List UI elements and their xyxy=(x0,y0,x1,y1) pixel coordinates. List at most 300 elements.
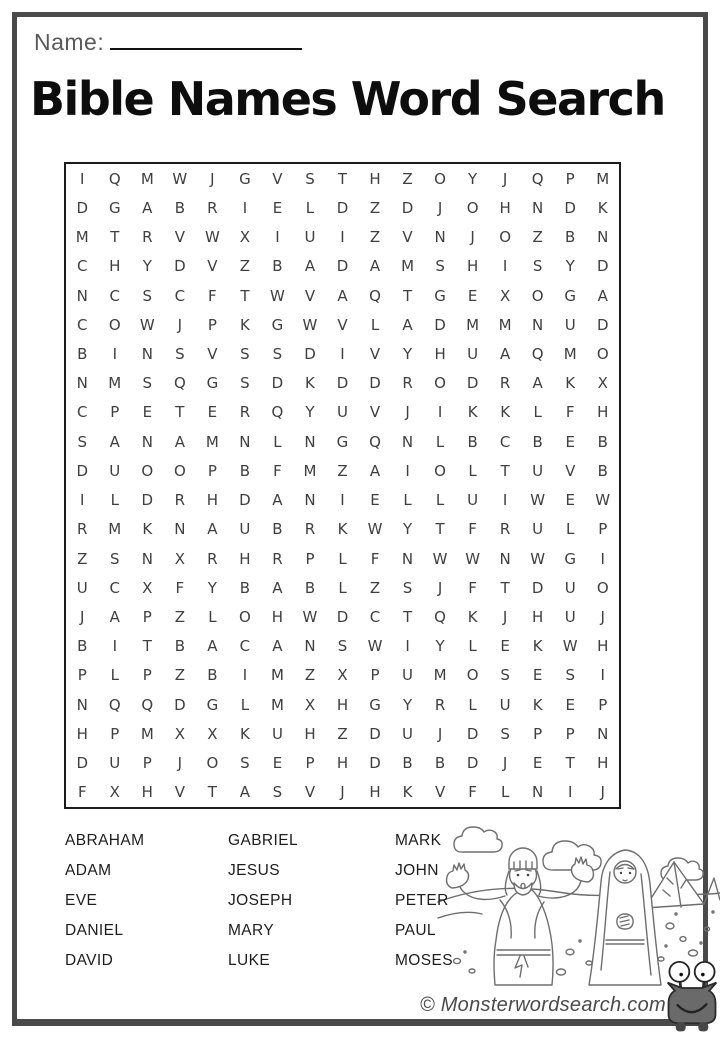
grid-letter: P xyxy=(207,315,217,334)
grid-letter: W xyxy=(432,549,448,568)
word-item: LUKE xyxy=(228,952,271,969)
grid-letter: V xyxy=(272,169,283,188)
grid-letter: U xyxy=(402,724,414,743)
grid-letter: X xyxy=(597,374,608,393)
grid-letter: O xyxy=(434,461,446,480)
grid-letter: V xyxy=(207,257,218,276)
grid-letter: Q xyxy=(369,432,381,451)
grid-letter: P xyxy=(207,461,217,480)
word-item: DANIEL xyxy=(65,922,124,939)
grid-letter: N xyxy=(401,432,414,451)
grid-letter: H xyxy=(141,783,153,802)
grid-letter: U xyxy=(564,315,576,334)
grid-letter: F xyxy=(468,578,477,597)
grid-letter: L xyxy=(468,695,477,714)
grid-letter: V xyxy=(304,286,316,305)
grid-letter: N xyxy=(304,432,316,451)
grid-letter: H xyxy=(597,754,609,773)
grid-letter: M xyxy=(498,315,512,334)
grid-letter: D xyxy=(304,344,316,363)
word-list-column-3 xyxy=(395,826,453,976)
grid-letter: E xyxy=(272,754,283,773)
grid-letter: E xyxy=(142,403,153,422)
grid-letter: Y xyxy=(468,169,478,188)
grid-letter: K xyxy=(597,198,608,217)
grid-letter: P xyxy=(77,666,87,685)
grid-letter: W xyxy=(367,520,383,539)
grid-letter: E xyxy=(370,491,380,510)
grid-letter: A xyxy=(239,783,251,802)
grid-letter: Y xyxy=(142,257,152,276)
grid-letter: H xyxy=(532,608,544,627)
grid-letter: L xyxy=(403,491,412,510)
grid-letter: D xyxy=(336,374,349,393)
grid-letter: L xyxy=(468,637,477,656)
grid-letter: S xyxy=(175,344,185,363)
grid-letter: W xyxy=(139,315,155,334)
grid-letter: S xyxy=(305,169,315,188)
grid-letter: Z xyxy=(337,724,348,743)
grid-letter: G xyxy=(239,169,251,188)
grid-letter: W xyxy=(530,549,546,568)
grid-letter: S xyxy=(532,257,543,276)
word-item: GABRIEL xyxy=(228,832,298,849)
grid-letter: N xyxy=(532,783,544,802)
word-item: JOSEPH xyxy=(228,892,293,909)
grid-letter: L xyxy=(208,608,217,627)
grid-letter: S xyxy=(240,754,250,773)
grid-letter: F xyxy=(208,286,217,305)
name-label-row xyxy=(34,28,302,56)
grid-letter: R xyxy=(207,549,218,568)
grid-letter: J xyxy=(600,783,605,802)
grid-letter: A xyxy=(337,286,348,305)
grid-letter: Y xyxy=(402,695,413,714)
grid-letter: T xyxy=(435,520,445,539)
grid-letter: T xyxy=(207,783,217,802)
grid-letter: E xyxy=(532,666,543,685)
grid-letter: F xyxy=(77,783,87,802)
grid-letter: B xyxy=(77,637,88,656)
grid-letter: W xyxy=(367,637,383,656)
grid-letter: Y xyxy=(305,403,315,422)
grid-letter: L xyxy=(435,432,445,451)
word-item: MARK xyxy=(395,832,442,849)
grid-letter: D xyxy=(336,257,349,276)
grid-letter: K xyxy=(239,724,250,743)
grid-letter: X xyxy=(239,228,251,247)
grid-letter: L xyxy=(566,520,575,539)
grid-letter: D xyxy=(141,491,154,510)
grid-letter: R xyxy=(499,520,511,539)
grid-letter: N xyxy=(304,637,316,656)
grid-letter: I xyxy=(340,228,345,247)
grid-letter: N xyxy=(304,491,316,510)
grid-letter: Y xyxy=(435,637,445,656)
grid-letter: S xyxy=(77,432,88,451)
grid-letter: S xyxy=(272,344,283,363)
grid-letter: N xyxy=(76,695,88,714)
grid-letter: J xyxy=(600,608,605,627)
grid-letter: T xyxy=(402,608,413,627)
name-blank-line xyxy=(110,28,302,50)
grid-letter: H xyxy=(336,754,349,773)
grid-letter: I xyxy=(112,637,117,656)
grid-letter: V xyxy=(369,344,381,363)
grid-letter: E xyxy=(565,432,575,451)
grid-letter: U xyxy=(402,666,414,685)
grid-letter: G xyxy=(564,549,577,568)
grid-letter: M xyxy=(270,666,284,685)
grid-letter: E xyxy=(565,491,575,510)
grid-letter: Q xyxy=(434,608,446,627)
grid-letter: U xyxy=(337,403,348,422)
grid-letter: W xyxy=(562,637,578,656)
grid-letter: U xyxy=(109,461,121,480)
grid-letter: V xyxy=(304,783,316,802)
grid-letter: D xyxy=(596,315,609,334)
grid-letter: J xyxy=(340,783,345,802)
grid-letter: Z xyxy=(337,461,348,480)
grid-letter: S xyxy=(565,666,575,685)
grid-letter: P xyxy=(598,520,608,539)
grid-letter: X xyxy=(142,578,153,597)
grid-letter: Z xyxy=(239,257,251,276)
grid-letter: N xyxy=(141,344,153,363)
grid-letter: O xyxy=(434,374,446,393)
grid-letter: W xyxy=(530,491,546,510)
grid-letter: N xyxy=(401,549,414,568)
grid-letter: A xyxy=(369,461,381,480)
grid-letter: M xyxy=(108,374,122,393)
word-item: MARY xyxy=(228,922,275,939)
grid-letter: O xyxy=(141,461,154,480)
grid-letter: L xyxy=(370,315,380,334)
grid-letter: R xyxy=(174,491,186,510)
grid-letter: R xyxy=(142,228,153,247)
page-title: Bible Names Word Search xyxy=(30,72,665,126)
word-item: MOSES xyxy=(395,952,453,969)
grid-letter: A xyxy=(272,637,283,656)
grid-letter: P xyxy=(305,549,315,568)
monster-mascot-icon xyxy=(664,956,720,1040)
grid-letter: S xyxy=(110,549,120,568)
grid-letter: O xyxy=(466,198,479,217)
grid-letter: P xyxy=(110,724,120,743)
grid-letter: P xyxy=(305,754,315,773)
grid-letter: D xyxy=(271,374,284,393)
grid-letter: Z xyxy=(369,228,381,247)
grid-letter: G xyxy=(271,315,284,334)
grid-letter: M xyxy=(205,432,219,451)
grid-letter: B xyxy=(77,344,88,363)
grid-letter: V xyxy=(434,783,446,802)
grid-letter: I xyxy=(275,228,280,247)
grid-letter: X xyxy=(304,695,316,714)
grid-letter: Z xyxy=(304,666,316,685)
grid-letter: A xyxy=(109,608,120,627)
grid-letter: Q xyxy=(271,403,284,422)
grid-letter: X xyxy=(337,666,348,685)
grid-letter: P xyxy=(565,169,575,188)
grid-letter: X xyxy=(109,783,120,802)
letter-grid xyxy=(64,162,621,809)
grid-letter: A xyxy=(402,315,413,334)
grid-letter: A xyxy=(142,198,153,217)
grid-letter: Z xyxy=(532,228,543,247)
grid-letter: O xyxy=(206,754,219,773)
grid-letter: O xyxy=(531,286,544,305)
grid-letter: U xyxy=(239,520,251,539)
grid-letter: P xyxy=(533,724,543,743)
woman-figure xyxy=(589,850,661,985)
grid-letter: O xyxy=(499,228,512,247)
grid-letter: D xyxy=(369,754,381,773)
grid-letter: S xyxy=(272,783,283,802)
grid-letter: B xyxy=(174,198,185,217)
grid-letter: F xyxy=(468,783,477,802)
grid-letter: N xyxy=(532,198,544,217)
grid-letter: T xyxy=(402,286,413,305)
grid-letter: V xyxy=(565,461,576,480)
grid-letter: D xyxy=(369,724,381,743)
grid-letter: B xyxy=(565,228,576,247)
grid-letter: M xyxy=(563,344,577,363)
grid-letter: U xyxy=(532,461,544,480)
grid-letter: G xyxy=(206,695,219,714)
grid-letter: D xyxy=(239,491,251,510)
grid-letter: P xyxy=(110,403,120,422)
grid-letter: I xyxy=(437,403,443,422)
grid-letter: M xyxy=(303,461,317,480)
grid-letter: J xyxy=(437,578,443,597)
grid-letter: L xyxy=(273,432,282,451)
grid-letter: B xyxy=(239,461,251,480)
grid-letter: K xyxy=(565,374,576,393)
grid-letter: A xyxy=(597,286,608,305)
grid-letter: R xyxy=(77,520,88,539)
grid-letter: C xyxy=(239,637,251,656)
grid-letter: H xyxy=(76,724,88,743)
grid-letter: N xyxy=(76,374,88,393)
grid-letter: W xyxy=(302,608,318,627)
grid-letter: U xyxy=(76,578,88,597)
word-item: DAVID xyxy=(65,952,114,969)
word-list-column-2 xyxy=(228,826,298,976)
grid-letter: B xyxy=(532,432,543,451)
grid-letter: W xyxy=(595,491,611,510)
grid-letter: B xyxy=(597,461,608,480)
grid-letter: P xyxy=(565,724,575,743)
grid-letter: P xyxy=(370,666,380,685)
grid-letter: O xyxy=(173,461,186,480)
grid-letter: Q xyxy=(531,169,544,188)
grid-letter: M xyxy=(270,695,284,714)
grid-letter: L xyxy=(305,198,315,217)
grid-letter: I xyxy=(340,344,345,363)
grid-letter: B xyxy=(467,432,478,451)
grid-letter: I xyxy=(242,666,248,685)
grid-letter: L xyxy=(338,549,347,568)
grid-letter: Z xyxy=(174,608,185,627)
grid-letter: J xyxy=(437,198,443,217)
grid-letter: R xyxy=(434,695,446,714)
grid-letter: H xyxy=(109,257,121,276)
grid-letter: R xyxy=(207,198,218,217)
grid-letter: O xyxy=(466,666,479,685)
grid-letter: W xyxy=(172,169,188,188)
grid-letter: H xyxy=(466,257,479,276)
grid-letter: B xyxy=(207,666,218,685)
grid-letter: B xyxy=(597,432,608,451)
grid-letter: W xyxy=(270,286,285,305)
grid-letter: M xyxy=(596,169,610,188)
grid-letter: N xyxy=(141,432,153,451)
grid-letter: K xyxy=(337,520,348,539)
grid-letter: B xyxy=(174,637,185,656)
grid-letter: A xyxy=(207,520,218,539)
grid-letter: H xyxy=(304,724,316,743)
grid-letter: Z xyxy=(77,549,88,568)
grid-letter: O xyxy=(596,344,609,363)
grid-letter: J xyxy=(210,169,215,188)
grid-letter: B xyxy=(434,754,446,773)
grid-letter: X xyxy=(174,724,185,743)
grid-letter: T xyxy=(337,169,348,188)
grid-letter: H xyxy=(499,198,511,217)
grid-letter: T xyxy=(565,754,575,773)
grid-letter: H xyxy=(271,608,284,627)
grid-letter: H xyxy=(336,695,349,714)
grid-letter: U xyxy=(532,520,544,539)
grid-letter: H xyxy=(206,491,219,510)
grid-letter: N xyxy=(141,549,153,568)
grid-letter: L xyxy=(240,695,250,714)
grid-letter: N xyxy=(174,520,186,539)
grid-letter: V xyxy=(174,783,185,802)
grid-letter: I xyxy=(242,198,248,217)
grid-letter: J xyxy=(502,169,508,188)
grid-letter: D xyxy=(434,315,446,334)
grid-letter: K xyxy=(532,695,543,714)
grid-letter: H xyxy=(369,169,381,188)
grid-letter: W xyxy=(302,315,318,334)
grid-letter: F xyxy=(370,549,380,568)
grid-letter: D xyxy=(76,198,89,217)
grid-letter: P xyxy=(598,695,608,714)
grid-letter: D xyxy=(596,257,609,276)
grid-letter: L xyxy=(338,578,347,597)
grid-letter: I xyxy=(80,169,85,188)
grid-letter: V xyxy=(207,344,218,363)
grid-letter: D xyxy=(76,461,89,480)
grid-letter: R xyxy=(304,520,316,539)
grid-letter: U xyxy=(271,724,283,743)
grid-letter: C xyxy=(77,257,88,276)
grid-letter: P xyxy=(142,608,152,627)
grid-letter: D xyxy=(466,374,479,393)
grid-letter: N xyxy=(597,724,609,743)
grid-letter: J xyxy=(405,403,410,422)
grid-letter: V xyxy=(174,228,185,247)
grid-letter: O xyxy=(239,608,251,627)
grid-letter: Y xyxy=(402,520,413,539)
grid-letter: L xyxy=(533,403,542,422)
grid-letter: J xyxy=(437,724,443,743)
grid-letter: K xyxy=(500,403,511,422)
word-item: ADAM xyxy=(65,862,112,879)
grid-letter: K xyxy=(305,374,315,393)
word-item: JESUS xyxy=(228,862,280,879)
grid-letter: R xyxy=(239,403,251,422)
grid-letter: K xyxy=(142,520,153,539)
grid-letter: Q xyxy=(173,374,186,393)
grid-letter: Y xyxy=(565,257,575,276)
grid-letter: M xyxy=(433,666,447,685)
grid-letter: L xyxy=(500,783,510,802)
grid-letter: B xyxy=(272,520,283,539)
grid-letter: I xyxy=(502,257,508,276)
grid-letter: R xyxy=(402,374,413,393)
word-list-column-1 xyxy=(65,826,144,976)
grid-letter: X xyxy=(207,724,218,743)
grid-letter: N xyxy=(76,286,88,305)
tent-icon xyxy=(645,862,720,908)
grid-letter: B xyxy=(304,578,316,597)
grid-letter: H xyxy=(434,344,446,363)
grid-letter: W xyxy=(204,228,220,247)
word-item: PETER xyxy=(395,892,449,909)
grid-letter: R xyxy=(499,374,511,393)
grid-letter: S xyxy=(337,637,348,656)
grid-letter: T xyxy=(110,228,120,247)
grid-letter: M xyxy=(140,169,154,188)
grid-letter: D xyxy=(336,198,349,217)
grid-letter: T xyxy=(500,578,510,597)
grid-letter: U xyxy=(467,344,479,363)
grid-letter: G xyxy=(206,374,219,393)
grid-letter: N xyxy=(239,432,251,451)
grid-letter: Y xyxy=(402,344,413,363)
grid-letter: X xyxy=(500,286,511,305)
word-item: JOHN xyxy=(395,862,439,879)
grid-letter: R xyxy=(272,549,283,568)
grid-letter: G xyxy=(434,286,446,305)
grid-letter: U xyxy=(467,491,479,510)
grid-letter: A xyxy=(109,432,120,451)
grid-letter: W xyxy=(465,549,481,568)
grid-letter: S xyxy=(500,724,510,743)
grid-letter: S xyxy=(402,578,413,597)
man-figure xyxy=(447,848,594,985)
grid-letter: M xyxy=(140,724,154,743)
grid-letter: J xyxy=(470,228,475,247)
grid-letter: D xyxy=(336,608,349,627)
grid-letter: S xyxy=(435,257,445,276)
grid-letter: X xyxy=(174,549,185,568)
grid-letter: I xyxy=(405,461,410,480)
grid-letter: D xyxy=(174,257,186,276)
grid-letter: K xyxy=(467,403,478,422)
grid-letter: Q xyxy=(369,286,381,305)
grid-letter: D xyxy=(564,198,576,217)
grid-letter: D xyxy=(369,374,381,393)
grid-letter: T xyxy=(240,286,250,305)
grid-letter: U xyxy=(304,228,316,247)
grid-letter: N xyxy=(434,228,446,247)
grid-letter: J xyxy=(502,608,508,627)
grid-letter: B xyxy=(272,257,283,276)
